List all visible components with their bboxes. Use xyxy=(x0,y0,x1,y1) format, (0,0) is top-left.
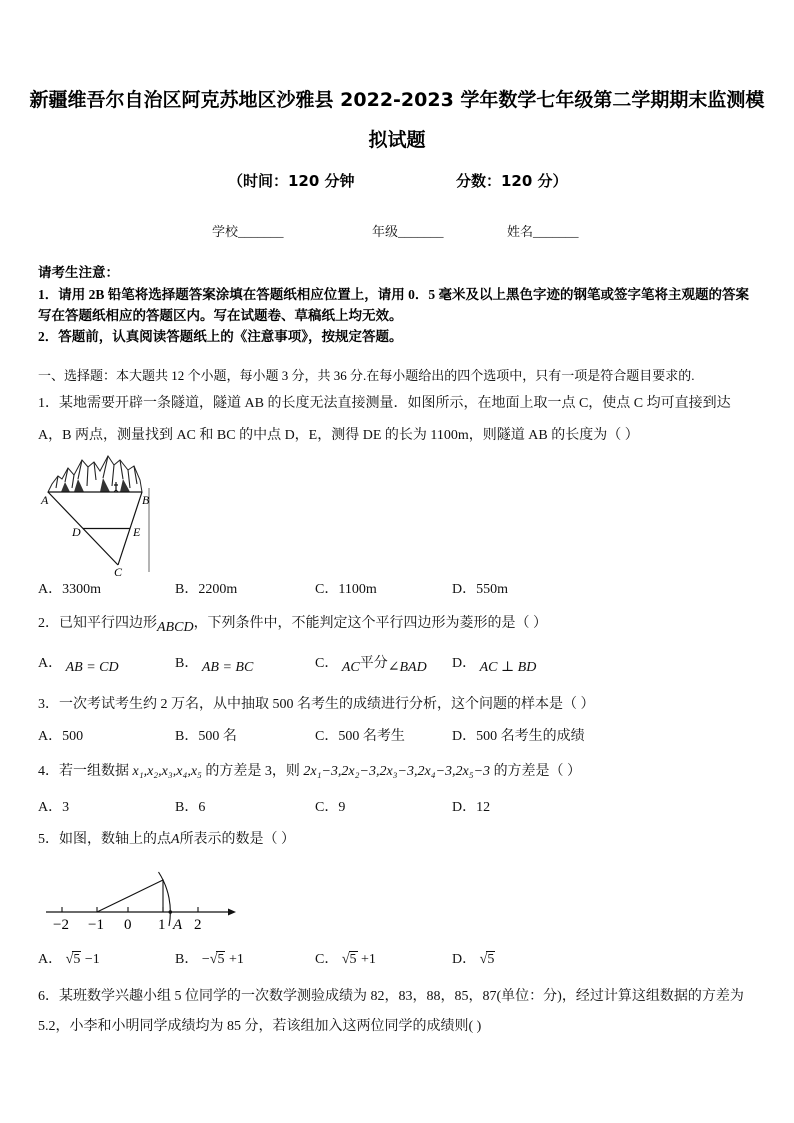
label-e: E xyxy=(133,525,141,539)
q3-option-a: A．500 xyxy=(38,729,84,744)
question-3-options xyxy=(38,725,758,749)
q1-option-d: D．550m xyxy=(452,582,509,597)
number-line-figure xyxy=(38,866,238,938)
exam-title-line-1: 新疆维吾尔自治区阿克苏地区沙雅县 2022-2023 学年数学七年级第二学期期末监测模 xyxy=(29,89,765,111)
q4-option-b: B．6 xyxy=(175,800,206,815)
tick-label-2: 2 xyxy=(194,917,202,933)
exam-score: 分数：120 分） xyxy=(456,172,568,190)
label-a: A xyxy=(41,493,49,507)
question-5-stem: 5．如图，数轴上的点A所表示的数是（ ） xyxy=(38,832,296,847)
q4-option-d: D．12 xyxy=(452,800,491,815)
q4-option-c: C．9 xyxy=(315,800,346,815)
school-blank: _______ xyxy=(238,224,284,239)
label-b: B xyxy=(142,493,150,507)
q1-option-a: A．3300m xyxy=(38,582,102,597)
point-label-a: A xyxy=(173,917,183,933)
q2-parallelogram-name: ABCD xyxy=(157,620,194,635)
question-5-options xyxy=(38,948,758,972)
q5-option-c: C． √5 +1 xyxy=(315,952,376,967)
question-2-stem: 2．已知平行四边形ABCD，下列条件中，不能判定这个平行四边形为菱形的是（ ） xyxy=(38,616,548,635)
question-2-options xyxy=(38,652,758,676)
q4-data-set: x₁,x₂,x₃,x₄,x₅ xyxy=(132,764,202,779)
name-field xyxy=(507,223,579,241)
grade-label: 年级 xyxy=(372,224,399,239)
q2-option-c: C． AC平分∠BAD xyxy=(315,656,427,675)
q2-option-d: D． AC ⊥ BD xyxy=(452,656,537,675)
axis-arrow xyxy=(228,909,236,916)
question-4-stem: 4．若一组数据 x₁,x₂,x₃,x₄,x₅ 的方差是 3，则 2x₁−3,2x₂−3,2x₃−3,2x₄−3,2x₅−3 的方差是（ ） xyxy=(38,764,582,779)
tunnel-figure xyxy=(38,448,160,578)
q3-option-c: C．500 名考生 xyxy=(315,729,405,744)
label-d: D xyxy=(72,525,81,539)
q4-option-a: A．3 xyxy=(38,800,70,815)
right-triangle xyxy=(97,880,163,912)
school-label: 学校 xyxy=(212,224,239,239)
tick-label-0: 0 xyxy=(124,917,132,933)
question-6-stem: 6．某班数学兴趣小组 5 位同学的一次数学测验成绩为 82，83，88，85，87(单位：分)，经过计算这组数据的方差为 5.2，小李和小明同学成绩均为 85 分，若该组加入这两位同学的成绩则( ) xyxy=(38,989,744,1034)
name-blank: _______ xyxy=(533,224,579,239)
grade-field xyxy=(372,223,444,241)
tick-label-minus-1: −1 xyxy=(88,917,104,933)
q1-option-b: B．2200m xyxy=(175,582,238,597)
notice-item-2: 2．答题前，认真阅读答题纸上的《注意事项》，按规定答题。 xyxy=(38,329,403,344)
q1-option-c: C．1100m xyxy=(315,582,377,597)
tick-label-1: 1 xyxy=(158,917,166,933)
question-3-stem: 3．一次考试考生约 2 万名，从中抽取 500 名考生的成绩进行分析，这个问题的样本是（ ） xyxy=(38,697,595,712)
q3-option-b: B．500 名 xyxy=(175,729,237,744)
q2-option-b: B． AB = BC xyxy=(175,656,254,675)
grade-blank: _______ xyxy=(398,224,444,239)
q2-option-a: A． AB = CD xyxy=(38,656,119,675)
notice-heading: 请考生注意： xyxy=(38,265,119,280)
q5-option-b: B． −√5 +1 xyxy=(175,952,244,967)
q4-transformed-data-set: 2x₁−3,2x₂−3,2x₃−3,2x₄−3,2x₅−3 xyxy=(303,764,491,779)
section-heading: 一、选择题：本大题共 12 个小题，每小题 3 分，共 36 分.在每小题给出的四个选项中，只有一项是符合题目要求的. xyxy=(38,368,695,383)
point-a-dot xyxy=(169,910,173,914)
exam-time: （时间：120 分钟 xyxy=(228,172,355,190)
q5-option-a: A． √5 −1 xyxy=(38,952,100,967)
notice-item-1: 1．请用 2B 铅笔将选择题答案涂填在答题纸相应位置上，请用 0．5 毫米及以上黑色字迹的钢笔或签字笔将主观题的答案写在答题纸相应的答题区内。写在试题卷、草稿纸上均无效。 xyxy=(38,287,750,323)
label-c: C xyxy=(114,565,123,578)
q5-option-d: D． √5 xyxy=(452,952,495,967)
school-field xyxy=(212,223,284,241)
q5-point-name: A xyxy=(171,832,180,847)
question-1-stem: 1．某地需要开辟一条隧道，隧道 AB 的长度无法直接测量．如图所示，在地面上取一点 C，使点 C 均可直接到达 A，B 两点，测量找到 AC 和 BC 的中点 D，E，测得 DE 的长为 1100m，则隧道 AB 的长度为（ ） xyxy=(38,396,731,443)
question-1-options xyxy=(38,578,758,602)
name-label: 姓名 xyxy=(507,224,534,239)
question-4-options xyxy=(38,796,758,820)
exam-title-line-2: 拟试题 xyxy=(368,129,426,151)
tick-label-minus-2: −2 xyxy=(53,917,69,933)
q3-option-d: D．500 名考生的成绩 xyxy=(452,729,585,744)
